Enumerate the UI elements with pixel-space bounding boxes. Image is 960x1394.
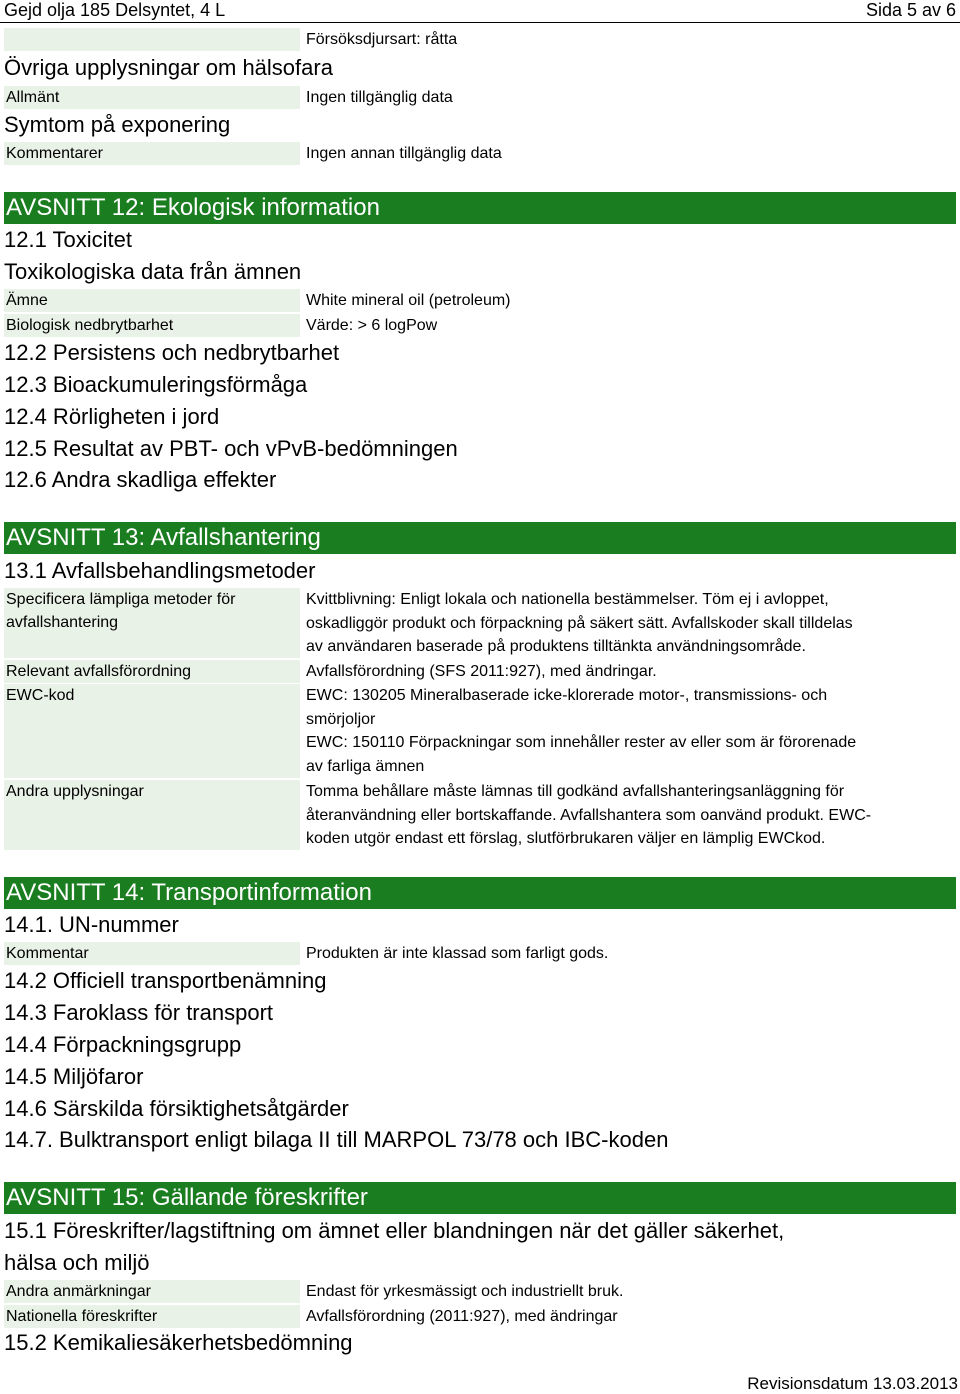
other-remarks-value: Endast för yrkesmässigt och industriellt bruk. — [306, 1283, 624, 1300]
waste-regulation-label: Relevant avfallsförordning — [4, 660, 300, 683]
regulations-heading-line2: hälsa och miljö — [4, 1250, 150, 1275]
section-13-header: AVSNITT 13: Avfallshantering — [4, 522, 956, 554]
other-health-heading: Övriga upplysningar om hälsofara — [4, 55, 333, 80]
ewc-code-line1: EWC: 130205 Mineralbaserade icke-klorerade motor-, transmissions- och — [306, 687, 828, 704]
substance-label: Ämne — [4, 289, 300, 312]
comments-value: Ingen annan tillgänglig data — [306, 145, 502, 162]
waste-regulation-value: Avfallsförordning (SFS 2011:927), med ändringar. — [306, 663, 657, 680]
national-regulations-label: Nationella föreskrifter — [4, 1305, 300, 1328]
ewc-code-label: EWC-kod — [4, 684, 300, 778]
comments-label: Kommentarer — [4, 142, 300, 165]
disposal-methods-label — [4, 588, 300, 658]
ewc-code-line4: av farliga ämnen — [306, 757, 425, 775]
national-regulations-value: Avfallsförordning (2011:927), med ändringar — [306, 1308, 618, 1325]
section-14-header: AVSNITT 14: Transportinformation — [4, 877, 956, 909]
mobility-heading: 12.4 Rörligheten i jord — [4, 404, 220, 429]
tox-data-heading: Toxikologiska data från ämnen — [4, 259, 302, 284]
other-info-label: Andra upplysningar — [4, 780, 300, 850]
disposal-methods-label-line1: Specificera lämpliga metoder för — [6, 591, 236, 608]
general-value: Ingen tillgänglig data — [306, 89, 453, 106]
pbt-heading: 12.5 Resultat av PBT- och vPvB-bedömningen — [4, 436, 458, 461]
page-number: Sida 5 av 6 — [865, 0, 956, 20]
disposal-methods-value — [306, 588, 946, 659]
bioaccumulation-heading: 12.3 Bioackumuleringsförmåga — [4, 372, 308, 397]
other-remarks-label: Andra anmärkningar — [4, 1280, 300, 1303]
general-label: Allmänt — [4, 86, 300, 109]
disposal-methods-value-line1: Kvittblivning: Enligt lokala och nationella bestämmelser. Töm ej i avloppet, — [306, 591, 829, 608]
packing-group-heading: 14.4 Förpackningsgrupp — [4, 1032, 242, 1057]
waste-methods-heading: 13.1 Avfallsbehandlingsmetoder — [4, 558, 316, 583]
other-info-line1: Tomma behållare måste lämnas till godkänd avfallshanteringsanläggning för — [306, 783, 845, 800]
substance-value: White mineral oil (petroleum) — [306, 292, 511, 309]
disposal-methods-value-line3: av användaren baserade på produktens tilltänkta användningsområde. — [306, 638, 806, 655]
regulations-heading-line1: 15.1 Föreskrifter/lagstiftning om ämnet eller blandningen när det gäller säkerhet, — [4, 1218, 785, 1243]
other-info-value — [306, 780, 946, 851]
transport-comment-label: Kommentar — [4, 942, 300, 965]
disposal-methods-value-line2: oskadliggör produkt och förpackning på säkert sätt. Avfallskoder skall tilldelas — [306, 614, 853, 632]
document-title: Gejd olja 185 Delsyntet, 4 L — [4, 0, 226, 20]
un-number-heading: 14.1. UN-nummer — [4, 912, 179, 937]
test-species-value: Försöksdjursart: råtta — [306, 31, 458, 48]
toxicity-heading: 12.1 Toxicitet — [4, 227, 133, 252]
other-info-line2: återanvändning eller bortskaffande. Avfallshantera som oanvänd produkt. EWC- — [306, 806, 872, 824]
chemical-safety-heading: 15.2 Kemikaliesäkerhetsbedömning — [4, 1330, 353, 1355]
ewc-code-value — [306, 684, 946, 778]
transport-comment-value: Produkten är inte klassad som farligt gods. — [306, 945, 609, 962]
other-info-line3: koden utgör endast ett förslag, slutförbrukaren väljer en lämplig EWCkod. — [306, 830, 826, 847]
section-12-header: AVSNITT 12: Ekologisk information — [4, 192, 956, 224]
biodegradability-value: Värde: > 6 logPow — [306, 317, 438, 334]
header-divider — [0, 22, 960, 23]
biodegradability-label: Biologisk nedbrytbarhet — [4, 314, 300, 337]
revision-date: Revisionsdatum 13.03.2013 — [747, 1374, 958, 1393]
test-species-label — [4, 28, 300, 51]
other-effects-heading: 12.6 Andra skadliga effekter — [4, 467, 277, 492]
symptoms-heading: Symtom på exponering — [4, 112, 231, 137]
ewc-code-line3: EWC: 150110 Förpackningar som innehåller rester av eller som är förorenade — [306, 734, 857, 751]
special-precautions-heading: 14.6 Särskilda försiktighetsåtgärder — [4, 1096, 349, 1121]
persistence-heading: 12.2 Persistens och nedbrytbarhet — [4, 340, 340, 365]
ewc-code-line2: smörjoljor — [306, 710, 376, 728]
disposal-methods-label-line2: avfallshantering — [6, 614, 119, 631]
shipping-name-heading: 14.2 Officiell transportbenämning — [4, 968, 327, 993]
environmental-hazards-heading: 14.5 Miljöfaror — [4, 1064, 144, 1089]
hazard-class-heading: 14.3 Faroklass för transport — [4, 1000, 274, 1025]
bulk-transport-heading: 14.7. Bulktransport enligt bilaga II till MARPOL 73/78 och IBC-koden — [4, 1127, 669, 1152]
section-15-header: AVSNITT 15: Gällande föreskrifter — [4, 1182, 956, 1214]
